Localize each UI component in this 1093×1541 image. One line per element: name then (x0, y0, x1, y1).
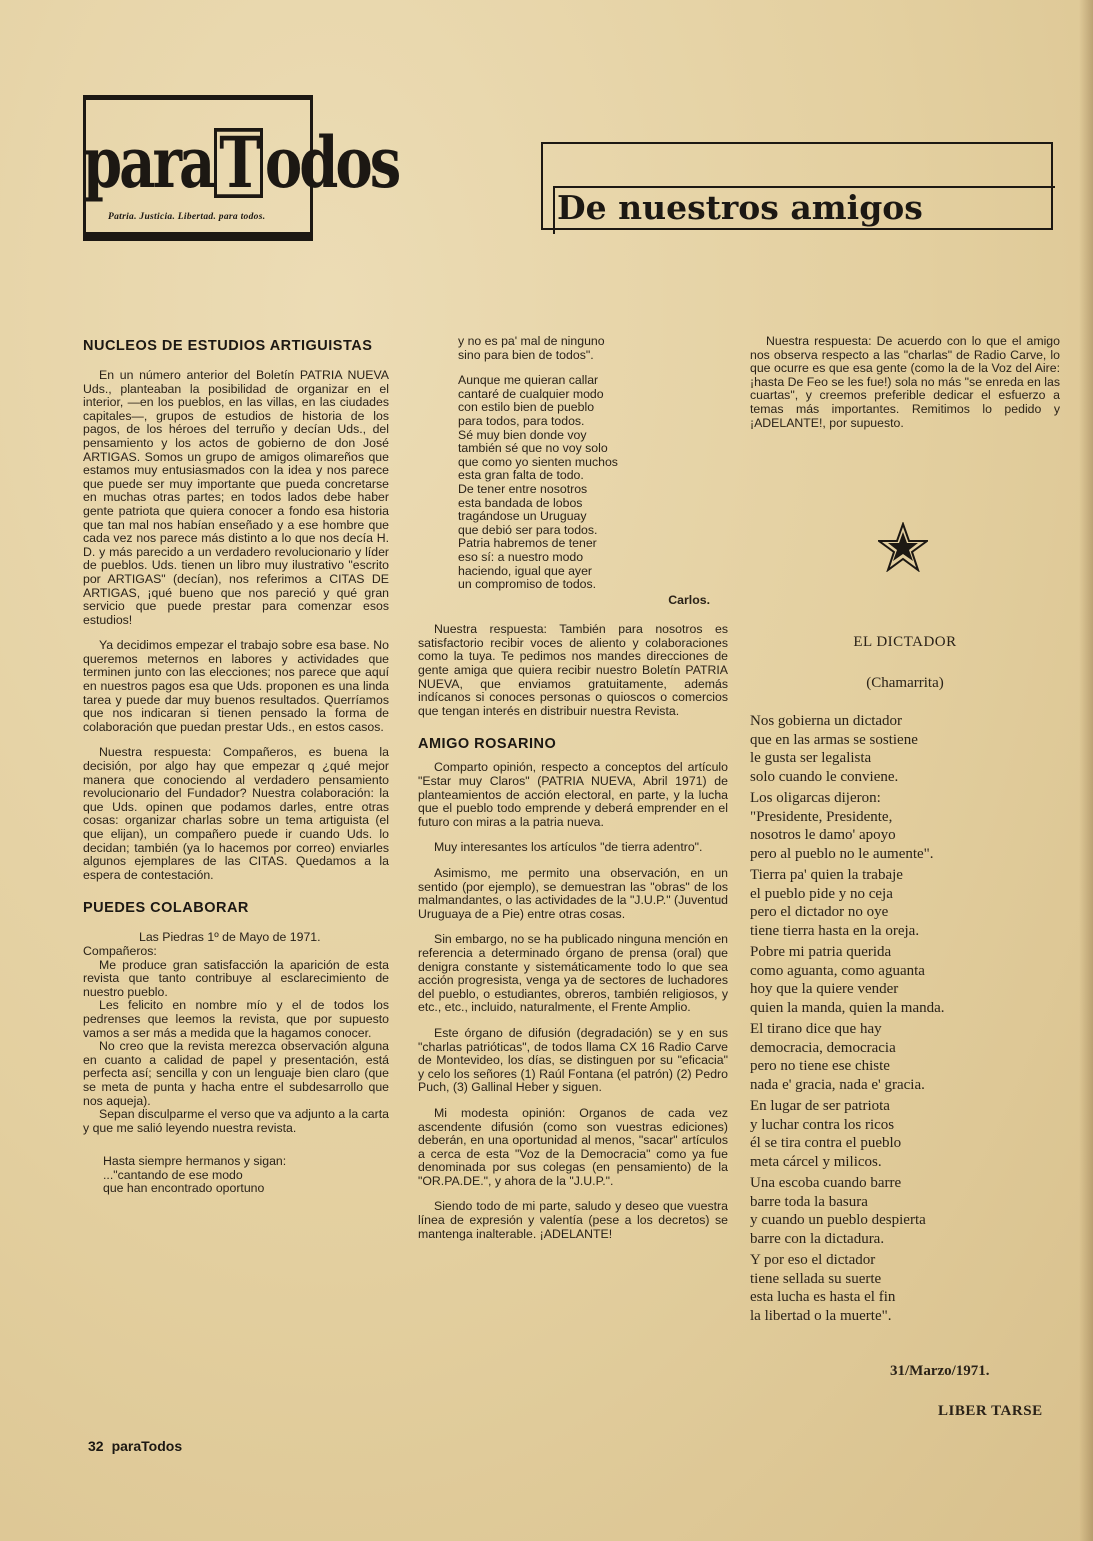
poem-stanza: En lugar de ser patriota y luchar contra los ricos él se tira contra el pueblo meta cárcel y milicos. (750, 1098, 902, 1170)
section-header-box (541, 142, 1053, 230)
poem-subtitle: (Chamarrita) (866, 675, 944, 691)
page-footer (88, 1438, 190, 1454)
masthead-logo-box (83, 95, 399, 241)
paragraph: Nuestra respuesta: Compañeros, es buena la decisión, por algo hay que empezar q ¿qué mejor manera que conociendo al verdadero pensamiento revolucionario del Fundador? Nuestra colaboración: la que Uds. opinen que podamos darles, entre otras cosas: organizar charlas sobre un tema artiguista (el que elijan), un compañero puede ir cuando Uds. lo decidan; también (ya lo hacemos por correo) enviarles algunos ejemplares de las CITAS. Quedamos a la espera de contestación. (83, 745, 389, 882)
poem-date: 31/Marzo/1971. (890, 1363, 990, 1379)
star-icon (878, 522, 928, 572)
poem-stanza: Una escoba cuando barre barre toda la basura y cuando un pueblo despierta barre con la dictadura. (750, 1175, 926, 1247)
letter-dateline: Las Piedras 1º de Mayo de 1971. (139, 930, 321, 945)
letter-signature: Carlos. (668, 592, 710, 607)
masthead-bottom-bar (86, 232, 310, 238)
paragraph: Ya decidimos empezar el trabajo sobre esa base. No queremos meternos en labores y actividades que terminen junto con las elecciones; nos parece que aquí en nuestros pagos esa que Uds. proponen es una linda tarea y puede dar muy buenos resultados. Querríamos que nos indicaran si tienen pensado la forma de colaboración que puedan prestar Uds., en estos casos. (83, 638, 389, 734)
poem-title: EL DICTADOR (853, 634, 957, 650)
logo-text-right: odos (264, 121, 399, 205)
paragraph: Asimismo, me permito una observación, en un sentido (por ejemplo), se demuestran las "obras" de los malmandantes, o las actividades de la "J.U.P." (Juventud Uruguaya de a Pie) entre otras cosas. (418, 866, 728, 921)
page-edge-shadow (1079, 0, 1093, 1541)
poem-stanza: El tirano dice que hay democracia, democracia pero no tiene ese chiste nada e' gracia, nada e' gracia. (750, 1021, 925, 1093)
heading-amigo-rosarino: AMIGO ROSARINO (418, 736, 557, 753)
heading-puedes-colaborar: PUEDES COLABORAR (83, 900, 249, 917)
poem-stanza: Pobre mi patria querida como aguanta, como aguanta hoy que la quiere vender quien la manda, quien la manda. (750, 944, 945, 1016)
paragraph: Muy interesantes los artículos "de tierra adentro". (434, 840, 703, 855)
section-title: De nuestros amigos (557, 188, 923, 227)
page-number: 32 (88, 1438, 104, 1454)
paragraph: Nuestra respuesta: También para nosotros es satisfactorio recibir voces de aliento y colaboraciones como la tuya. Te pedimos nos mandes direcciones de gente amiga que quiera recibir nuestro Boletín PATRIA NUEVA, que enviamos gratuitamente, además indícanos si conoces personas o quioscos o comercios que tengan interés en distribuir nuestra Revista. (418, 622, 728, 718)
paragraph: Mi modesta opinión: Organos de cada vez ascendente difusión (como son vuestras ediciones) deberán, en una oportunidad al menos, "sacar" artículos a cerca de esta "Voz de la Democracia" como ya fue denominada por sus colegas (en pensamiento) de la "OR.PA.DE.", y ahora de la "J.U.P.". (418, 1105, 728, 1188)
paragraph: Comparto opinión, respecto a conceptos del artículo "Estar muy Claros" (PATRIA NUEVA, Abril 1971) de planteamientos de acción electoral, en parte, y la lucha que el pueblo todo emprende y deberá emprender en el futuro con miras a la patria nueva. (418, 760, 728, 829)
magazine-motto: Patria. Justicia. Libertad. para todos. (108, 212, 266, 222)
paragraph: Les felicito en nombre mío y el de todos los pedrenses que leemos la revista, que por supuesto vamos a ser más a medida que la hagamos conocer. (83, 998, 389, 1040)
paragraph: Este órgano de difusión (degradación) se y en sus "charlas patrióticas", de todos llama CX 16 Radio Carve de Montevideo, los días, se distinguen por su "eficacia" y celo los señores (1) Raúl Fontana (el patrón) (2) Pedro Puch, (3) Gallinal Heber y siguen. (418, 1025, 728, 1095)
letter-salutation: Compañeros: (83, 943, 157, 958)
poem-el-dictador (750, 634, 1060, 1328)
column-middle (418, 335, 728, 1253)
poem-stanza: Nos gobierna un dictador que en las armas se sostiene le gusta ser legalista solo cuando le conviene. (750, 713, 918, 785)
paragraph: Me produce gran satisfacción la aparición de esta revista que tanto contribuye al esclarecimiento de nuestro pueblo. (83, 957, 389, 999)
heading-nucleos: NUCLEOS DE ESTUDIOS ARTIGUISTAS (83, 338, 373, 354)
paragraph: Nuestra respuesta: De acuerdo con lo que el amigo nos observa respecto a las "charlas" de Radio Carve, lo que ocurre es que esa gente (como la de la Voz del Aire: ¡hasta De Feo se les fue!) sola no más "se enreda en las cuartas", y creemos preferible dedicar el esfuerzo a temas más importantes. Remitimos lo pedido y ¡ADELANTE!, por supuesto. (750, 334, 1060, 430)
magazine-logo (83, 121, 399, 205)
poem-stanza: Los oligarcas dijeron: "Presidente, Presidente, nosotros le damo' apoyo pero al pueblo no le aumente". (750, 790, 934, 862)
paragraph: Sin embargo, no se ha publicado ninguna mención en referencia a determinado órgano de prensa (oral) que denigra constante y sistemáticamente todo lo que sea acción progresista, venga ya de sectores de luchadores del pueblo, o estudiantes, obreros, también religiosos, y etc., etc., incluido, naturalmente, el Frente Amplio. (418, 932, 728, 1015)
paragraph: Sepan disculparme el verso que va adjunto a la carta y que me salió leyendo nuestra revista. (83, 1107, 389, 1135)
logo-text-left: para (83, 121, 213, 205)
verse-lines: y no es pa' mal de ninguno sino para bien de todos". (458, 334, 605, 362)
logo-text-t: T (214, 128, 263, 198)
verse-lines: Aunque me quieran callar cantaré de cualquier modo con estilo bien de pueblo para todos, para todos. Sé muy bien donde voy también sé que no voy solo que como yo sienten muchos esta gran falta de todo. De tener entre nosotros esta bandada de lobos tragándose un Uruguay que debió ser para todos. Patria habremos de tener eso sí: a nuestro modo haciendo, igual que ayer un compromiso de todos. (458, 373, 618, 592)
paragraph: Siendo todo de mi parte, saludo y deseo que vuestra línea de expresión y valentía (pese a los decretos) se mantenga inalterable. ¡ADELANTE! (418, 1199, 728, 1241)
poem-stanza: Y por eso el dictador tiene sellada su suerte esta lucha es hasta el fin la libertad o la muerte". (750, 1252, 896, 1324)
verse-lines: Hasta siempre hermanos y sigan: ..."cantando de ese modo que han encontrado oportuno (103, 1154, 287, 1196)
column-left (83, 338, 389, 1208)
paragraph: No creo que la revista merezca observación alguna en cuanto a calidad de papel y presentación, está perfecta así; sencilla y con un lenguaje bien claro (que se meta de punta y hacha entre el subdesarrollo que nos aqueja). (83, 1039, 389, 1108)
paragraph: En un número anterior del Boletín PATRIA NUEVA Uds., planteaban la posibilidad de organizar en el interior, —en los pueblos, en las villas, en las ciudades capitales—, grupos de estudios de historia de los pagos, de los héroes del terruño y decían Uds., del pensamiento y los actos de gobierno de don José ARTIGAS. Somos un grupo de amigos olimareños que estamos muy entusiasmados con la idea y nos parece que puede ser muy importante que pueda concretarse en muchas otras partes; en todos lados debe haber gente patriota que quiera conocer a fondo esa historia que tan mal nos habían enseñado y a ese hombre que cada vez nos parece más distinto a lo que nos decía H. D. y más parecido a un verdadero revolucionario y líder de pueblos. Uds. tienen un libro muy ilustrativo "escrito por ARTIGAS" (decían), nos referimos a CITAS DE ARTIGAS, ¡qué bueno que nos pareció y qué gran servicio que puede prestar para comenzar esos estudios! (83, 368, 389, 627)
poem-author: LIBER TARSE (938, 1403, 1043, 1419)
column-right (750, 335, 1060, 442)
poem-stanza: Tierra pa' quien la trabaje el pueblo pide y no ceja pero el dictador no oye tiene tierra hasta en la oreja. (750, 867, 920, 939)
footer-magazine-name: paraTodos (111, 1438, 183, 1454)
